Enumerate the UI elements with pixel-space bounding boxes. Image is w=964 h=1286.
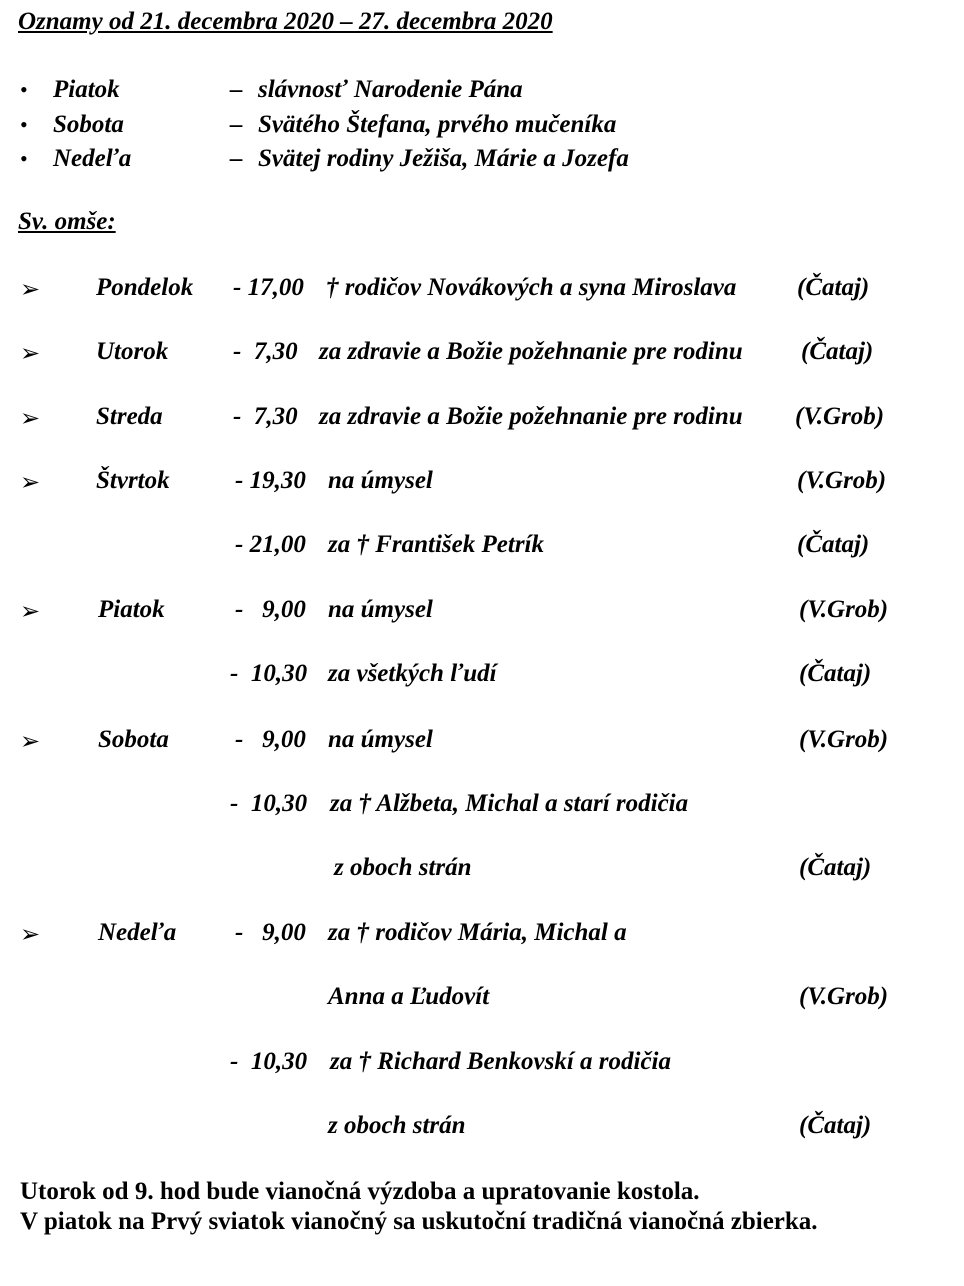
arrow-bullet-icon: ➢ bbox=[20, 406, 41, 432]
feast-name: Svätého Štefana, prvého mučeníka bbox=[258, 111, 617, 138]
mass-day: Piatok bbox=[98, 596, 165, 623]
feast-name: slávnosť Narodenie Pána bbox=[258, 76, 523, 103]
mass-intention-continuation: z oboch strán bbox=[334, 854, 472, 881]
mass-place: (V.Grob) bbox=[799, 983, 889, 1010]
notice-line: Utorok od 9. hod bude vianočná výzdoba a upratovanie kostola. bbox=[20, 1178, 700, 1205]
mass-place: (Čataj) bbox=[799, 1112, 872, 1139]
feast-dash: – bbox=[230, 111, 243, 138]
mass-day: Nedeľa bbox=[98, 919, 177, 946]
mass-time: - 21,00 bbox=[235, 531, 306, 558]
mass-time: - 17,00 bbox=[233, 274, 304, 301]
mass-intention: za † Richard Benkovskí a rodičia bbox=[330, 1048, 671, 1075]
mass-intention: za všetkých ľudí bbox=[328, 660, 497, 687]
mass-intention: za † rodičov Mária, Michal a bbox=[328, 919, 627, 946]
feast-day: Piatok bbox=[53, 76, 120, 103]
mass-intention: na úmysel bbox=[328, 726, 433, 753]
mass-place: (V.Grob) bbox=[797, 467, 887, 494]
masses-heading: Sv. omše: bbox=[18, 208, 116, 235]
mass-time: - 9,00 bbox=[235, 919, 306, 946]
bullet-icon: • bbox=[20, 146, 28, 171]
bullet-icon: • bbox=[20, 77, 28, 102]
mass-place: (Čataj) bbox=[799, 854, 872, 881]
mass-place: (V.Grob) bbox=[795, 403, 885, 430]
mass-time: - 10,30 bbox=[230, 660, 308, 687]
page-title: Oznamy od 21. decembra 2020 – 27. decembra 2020 bbox=[18, 8, 553, 35]
mass-intention: za † František Petrík bbox=[328, 531, 544, 558]
mass-intention: † rodičov Novákových a syna Miroslava bbox=[326, 274, 737, 301]
mass-time: - 9,00 bbox=[235, 726, 306, 753]
mass-place: (Čataj) bbox=[797, 274, 870, 301]
feast-dash: – bbox=[230, 76, 243, 103]
mass-place: (V.Grob) bbox=[799, 726, 889, 753]
arrow-bullet-icon: ➢ bbox=[20, 599, 41, 625]
mass-intention: na úmysel bbox=[328, 467, 433, 494]
mass-intention: na úmysel bbox=[328, 596, 433, 623]
mass-day: Štvrtok bbox=[96, 467, 170, 494]
feast-day: Sobota bbox=[53, 111, 124, 138]
mass-intention-continuation: Anna a Ľudovít bbox=[328, 983, 490, 1010]
feast-day: Nedeľa bbox=[53, 145, 132, 172]
arrow-bullet-icon: ➢ bbox=[20, 729, 41, 755]
mass-place: (Čataj) bbox=[799, 660, 872, 687]
arrow-bullet-icon: ➢ bbox=[20, 922, 41, 948]
mass-intention-continuation: z oboch strán bbox=[328, 1112, 466, 1139]
mass-time: - 19,30 bbox=[235, 467, 306, 494]
mass-time: - 10,30 bbox=[230, 790, 308, 817]
mass-day: Utorok bbox=[96, 338, 169, 365]
arrow-bullet-icon: ➢ bbox=[20, 277, 41, 303]
mass-day: Pondelok bbox=[96, 274, 194, 301]
mass-day: Streda bbox=[96, 403, 163, 430]
arrow-bullet-icon: ➢ bbox=[20, 341, 41, 367]
mass-time: - 7,30 bbox=[233, 403, 298, 430]
mass-place: (Čataj) bbox=[797, 531, 870, 558]
arrow-bullet-icon: ➢ bbox=[20, 470, 41, 496]
mass-day: Sobota bbox=[98, 726, 169, 753]
mass-time: - 7,30 bbox=[233, 338, 298, 365]
mass-intention: za † Alžbeta, Michal a starí rodičia bbox=[330, 790, 689, 817]
mass-time: - 10,30 bbox=[230, 1048, 308, 1075]
mass-place: (V.Grob) bbox=[799, 596, 889, 623]
mass-intention: za zdravie a Božie požehnanie pre rodinu bbox=[319, 403, 743, 430]
mass-time: - 9,00 bbox=[235, 596, 306, 623]
feast-name: Svätej rodiny Ježiša, Márie a Jozefa bbox=[258, 145, 629, 172]
notice-line: V piatok na Prvý sviatok vianočný sa uskutoční tradičná vianočná zbierka. bbox=[20, 1208, 818, 1235]
mass-place: (Čataj) bbox=[801, 338, 874, 365]
bullet-icon: • bbox=[20, 112, 28, 137]
feast-dash: – bbox=[230, 145, 243, 172]
mass-intention: za zdravie a Božie požehnanie pre rodinu bbox=[319, 338, 743, 365]
